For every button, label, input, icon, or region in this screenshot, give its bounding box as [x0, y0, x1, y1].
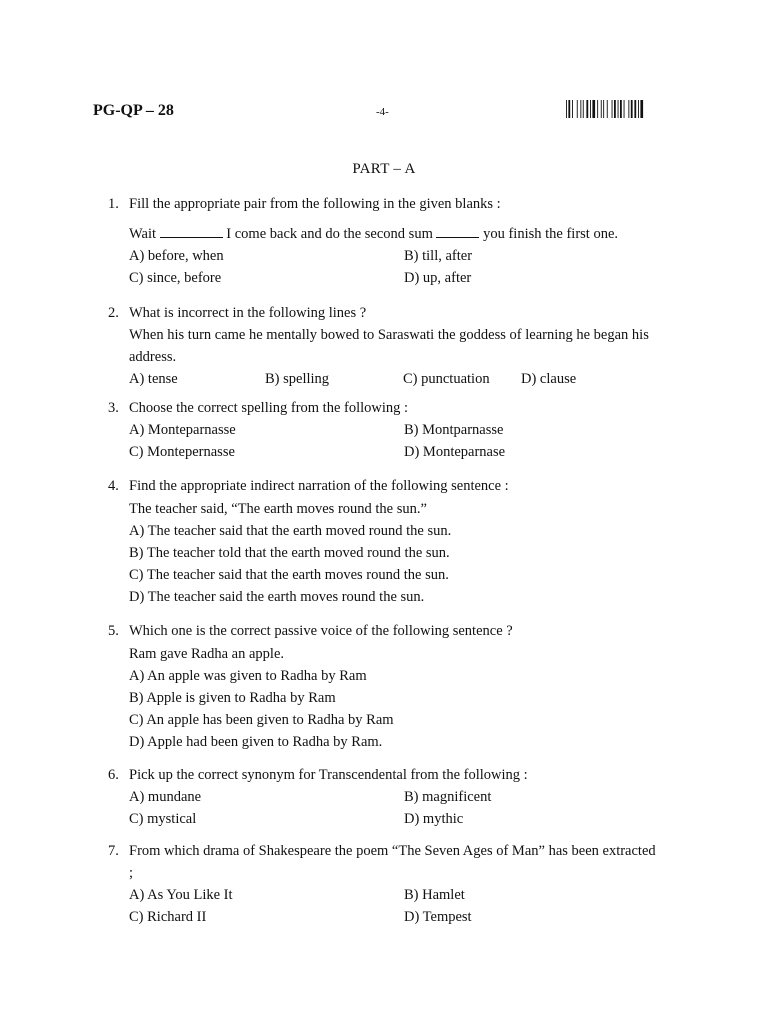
option: A) mundane: [129, 789, 202, 805]
sentence-part: Wait: [129, 226, 157, 242]
option: C) The teacher said that the earth moves round the sun.: [129, 567, 449, 583]
options: [108, 245, 658, 289]
page-number: -4-: [376, 106, 389, 118]
option: A) tense: [129, 371, 178, 387]
question-text: Choose the correct spelling from the following :: [129, 400, 409, 416]
barcode-image: [566, 100, 676, 118]
question-2: [108, 302, 658, 390]
given-sentence: Ram gave Radha an apple.: [129, 646, 285, 662]
option: D) Monteparnase: [404, 444, 506, 460]
option: D) up, after: [404, 270, 472, 286]
question-5: [108, 620, 658, 753]
option: A) As You Like It: [129, 887, 233, 903]
option: C) Richard II: [129, 909, 207, 925]
option: C) mystical: [129, 811, 197, 827]
option: C) since, before: [129, 270, 222, 286]
question-1: [108, 193, 658, 289]
question-number: 3.: [108, 400, 119, 416]
question-text: Pick up the correct synonym for Transcendental from the following :: [129, 767, 528, 783]
option: B) spelling: [265, 371, 330, 387]
question-text: From which drama of Shakespeare the poem “The Seven Ages of Man” has been extracted ;: [129, 843, 656, 881]
given-sentence: The teacher said, “The earth moves round the sun.”: [129, 501, 427, 517]
option: A) The teacher said that the earth moved round the sun.: [129, 523, 452, 539]
option: C) An apple has been given to Radha by Ram: [129, 712, 394, 728]
option: C) punctuation: [403, 371, 490, 387]
option: B) The teacher told that the earth moved round the sun.: [129, 545, 450, 561]
question-number: 5.: [108, 623, 119, 639]
option: B) magnificent: [404, 789, 492, 805]
option: D) clause: [521, 371, 577, 387]
question-6: [108, 764, 658, 830]
option: B) Hamlet: [404, 887, 465, 903]
options: [108, 419, 658, 463]
options: [108, 884, 658, 928]
blank-line: [436, 225, 479, 238]
option: B) Apple is given to Radha by Ram: [129, 690, 336, 706]
question-3: [108, 397, 658, 463]
question-number: 2.: [108, 305, 119, 321]
option: D) The teacher said the earth moves round the sun.: [129, 589, 425, 605]
options: [108, 786, 658, 830]
question-7: [108, 840, 658, 928]
question-number: 7.: [108, 843, 119, 859]
options: [108, 368, 658, 390]
question-number: 1.: [108, 196, 119, 212]
paper-code: PG-QP – 28: [93, 102, 174, 119]
sentence-part: I come back and do the second sum: [226, 226, 433, 242]
option: A) An apple was given to Radha by Ram: [129, 668, 367, 684]
option: D) mythic: [404, 811, 464, 827]
question-text: Fill the appropriate pair from the following in the given blanks :: [129, 196, 501, 212]
option: A) Monteparnasse: [129, 422, 236, 438]
fill-in-sentence: [108, 223, 658, 245]
sentence-part: you finish the first one.: [483, 226, 619, 242]
blank-line: [160, 225, 223, 238]
option: A) before, when: [129, 248, 224, 264]
question-4: [108, 475, 658, 608]
question-text: Find the appropriate indirect narration of the following sentence :: [129, 478, 509, 494]
page-header: [93, 100, 676, 124]
option: B) till, after: [404, 248, 473, 264]
option: C) Montepernasse: [129, 444, 235, 460]
passage: When his turn came he mentally bowed to Saraswati the goddess of learning he began his address.: [129, 327, 649, 365]
question-text: What is incorrect in the following lines ?: [129, 305, 367, 321]
option: D) Apple had been given to Radha by Ram.: [129, 734, 383, 750]
option: D) Tempest: [404, 909, 472, 925]
part-title: PART – A: [352, 161, 416, 177]
question-number: 4.: [108, 478, 119, 494]
question-number: 6.: [108, 767, 119, 783]
option: B) Montparnasse: [404, 422, 504, 438]
question-text: Which one is the correct passive voice of the following sentence ?: [129, 623, 513, 639]
